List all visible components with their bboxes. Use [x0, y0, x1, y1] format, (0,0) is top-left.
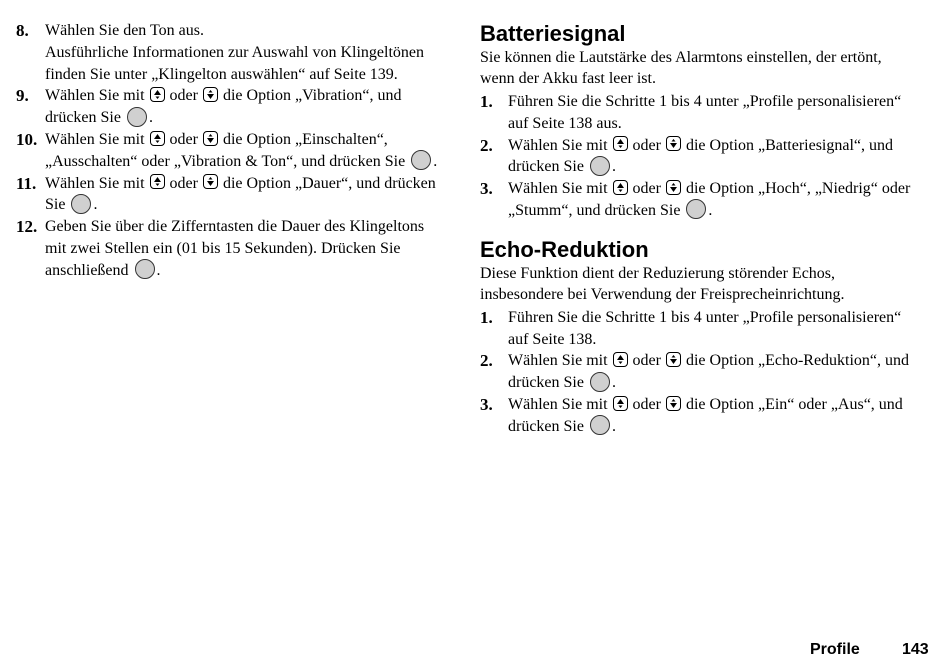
- left-column: [16, 20, 446, 282]
- step-2: [480, 350, 920, 394]
- step-text: die Option „Einschalten“, „Ausschalten“ oder „Vibration & Ton“, und drücken Sie: [45, 130, 406, 170]
- step-number: 10.: [16, 129, 38, 149]
- nav-up-key-icon: [150, 131, 165, 146]
- step-text: oder: [632, 395, 661, 413]
- footer-section-title: Profile: [810, 641, 860, 658]
- step-text: Wählen Sie mit: [508, 136, 608, 154]
- step-text: die Option „Echo-Reduktion“, und drücken Sie: [508, 352, 910, 392]
- step-text: die Option „Batteriesignal“, und drücken Sie: [508, 136, 894, 176]
- nav-up-key-icon: [150, 87, 165, 102]
- step-text: .: [611, 158, 616, 176]
- step-12: [16, 216, 446, 281]
- nav-down-key-icon: [203, 174, 218, 189]
- step-number: 3.: [480, 394, 493, 414]
- section-intro: Diese Funktion dient der Reduzierung störender Echos, insbesondere bei Verwendung der Freisprecheinrichtung.: [480, 264, 845, 303]
- step-text: oder: [169, 130, 198, 148]
- nav-down-key-icon: [666, 136, 681, 151]
- step-text: .: [156, 261, 161, 279]
- step-number: 1.: [480, 307, 493, 327]
- step-text: Führen Sie die Schritte 1 bis 4 unter „Profile personalisieren“ auf Seite 138.: [508, 308, 902, 348]
- nav-down-key-icon: [203, 131, 218, 146]
- step-text: die Option „Ein“ oder „Aus“, und drücken Sie: [508, 395, 903, 435]
- step-text: die Option „Vibration“, und drücken Sie: [45, 87, 402, 127]
- step-note: Ausführliche Informationen zur Auswahl von Klingeltönen finden Sie unter „Klingelton auswählen“ auf Seite 139.: [45, 43, 425, 83]
- step-text: oder: [632, 136, 661, 154]
- nav-down-key-icon: [666, 396, 681, 411]
- step-text: Wählen Sie den Ton aus.: [45, 22, 204, 39]
- step-1: [480, 91, 920, 135]
- step-number: 3.: [480, 179, 493, 199]
- nav-up-key-icon: [150, 174, 165, 189]
- step-text: Wählen Sie mit: [45, 87, 145, 105]
- step-number: 9.: [16, 86, 29, 106]
- ok-key-icon: [686, 199, 706, 219]
- ok-key-icon: [127, 107, 147, 127]
- step-text: oder: [169, 174, 198, 192]
- nav-down-key-icon: [666, 180, 681, 195]
- step-text: oder: [632, 180, 661, 198]
- step-text: Wählen Sie mit: [508, 352, 608, 370]
- step-10: [16, 129, 446, 173]
- step-text: Wählen Sie mit: [45, 174, 145, 192]
- step-text: Wählen Sie mit: [45, 130, 145, 148]
- step-number: 12.: [16, 217, 38, 237]
- step-8: [16, 20, 446, 85]
- step-2: [480, 135, 920, 179]
- step-number: 8.: [16, 21, 29, 40]
- section-intro: Sie können die Lautstärke des Alarmtons einstellen, der ertönt, wenn der Akku fast leer ist.: [480, 49, 882, 87]
- step-text: .: [611, 417, 616, 435]
- nav-up-key-icon: [613, 352, 628, 367]
- step-text: oder: [632, 352, 661, 370]
- step-9: [16, 85, 446, 129]
- ok-key-icon: [590, 415, 610, 435]
- step-text: die Option „Hoch“, „Niedrig“ oder „Stumm“, und drücken Sie: [508, 180, 911, 219]
- step-text: .: [433, 152, 438, 170]
- section-heading: Batteriesignal: [480, 21, 626, 46]
- step-1: [480, 307, 920, 351]
- step-3: [480, 178, 920, 222]
- nav-up-key-icon: [613, 136, 628, 151]
- step-11: [16, 173, 446, 217]
- ok-key-icon: [590, 372, 610, 392]
- ok-key-icon: [71, 194, 91, 214]
- right-column: [480, 20, 920, 440]
- step-text: Wählen Sie mit: [508, 180, 608, 198]
- step-text: Führen Sie die Schritte 1 bis 4 unter „Profile personalisieren“ auf Seite 138 aus.: [508, 93, 902, 132]
- echo-section: [480, 236, 920, 438]
- page-number: 143: [902, 641, 929, 658]
- battery-section: [480, 20, 920, 222]
- step-3: [480, 394, 920, 438]
- step-text: .: [93, 196, 98, 214]
- step-number: 2.: [480, 351, 493, 371]
- nav-down-key-icon: [666, 352, 681, 367]
- step-number: 2.: [480, 135, 493, 155]
- step-text: .: [708, 201, 713, 219]
- step-number: 11.: [16, 173, 37, 193]
- nav-up-key-icon: [613, 180, 628, 195]
- step-text: oder: [169, 87, 198, 105]
- ok-key-icon: [135, 259, 155, 279]
- step-text: .: [611, 374, 616, 392]
- step-number: 1.: [480, 92, 493, 111]
- step-text: die Option „Dauer“, und drücken Sie: [45, 174, 436, 214]
- nav-down-key-icon: [203, 87, 218, 102]
- step-text: Wählen Sie mit: [508, 395, 608, 413]
- nav-up-key-icon: [613, 396, 628, 411]
- ok-key-icon: [590, 156, 610, 176]
- section-heading: Echo-Reduktion: [480, 236, 649, 262]
- ok-key-icon: [411, 150, 431, 170]
- step-text: .: [148, 109, 153, 127]
- step-text: Geben Sie über die Zifferntasten die Dauer des Klingeltons mit zwei Stellen ein (01 bis 15 Sekunden). Drücken Sie anschließend: [45, 218, 425, 279]
